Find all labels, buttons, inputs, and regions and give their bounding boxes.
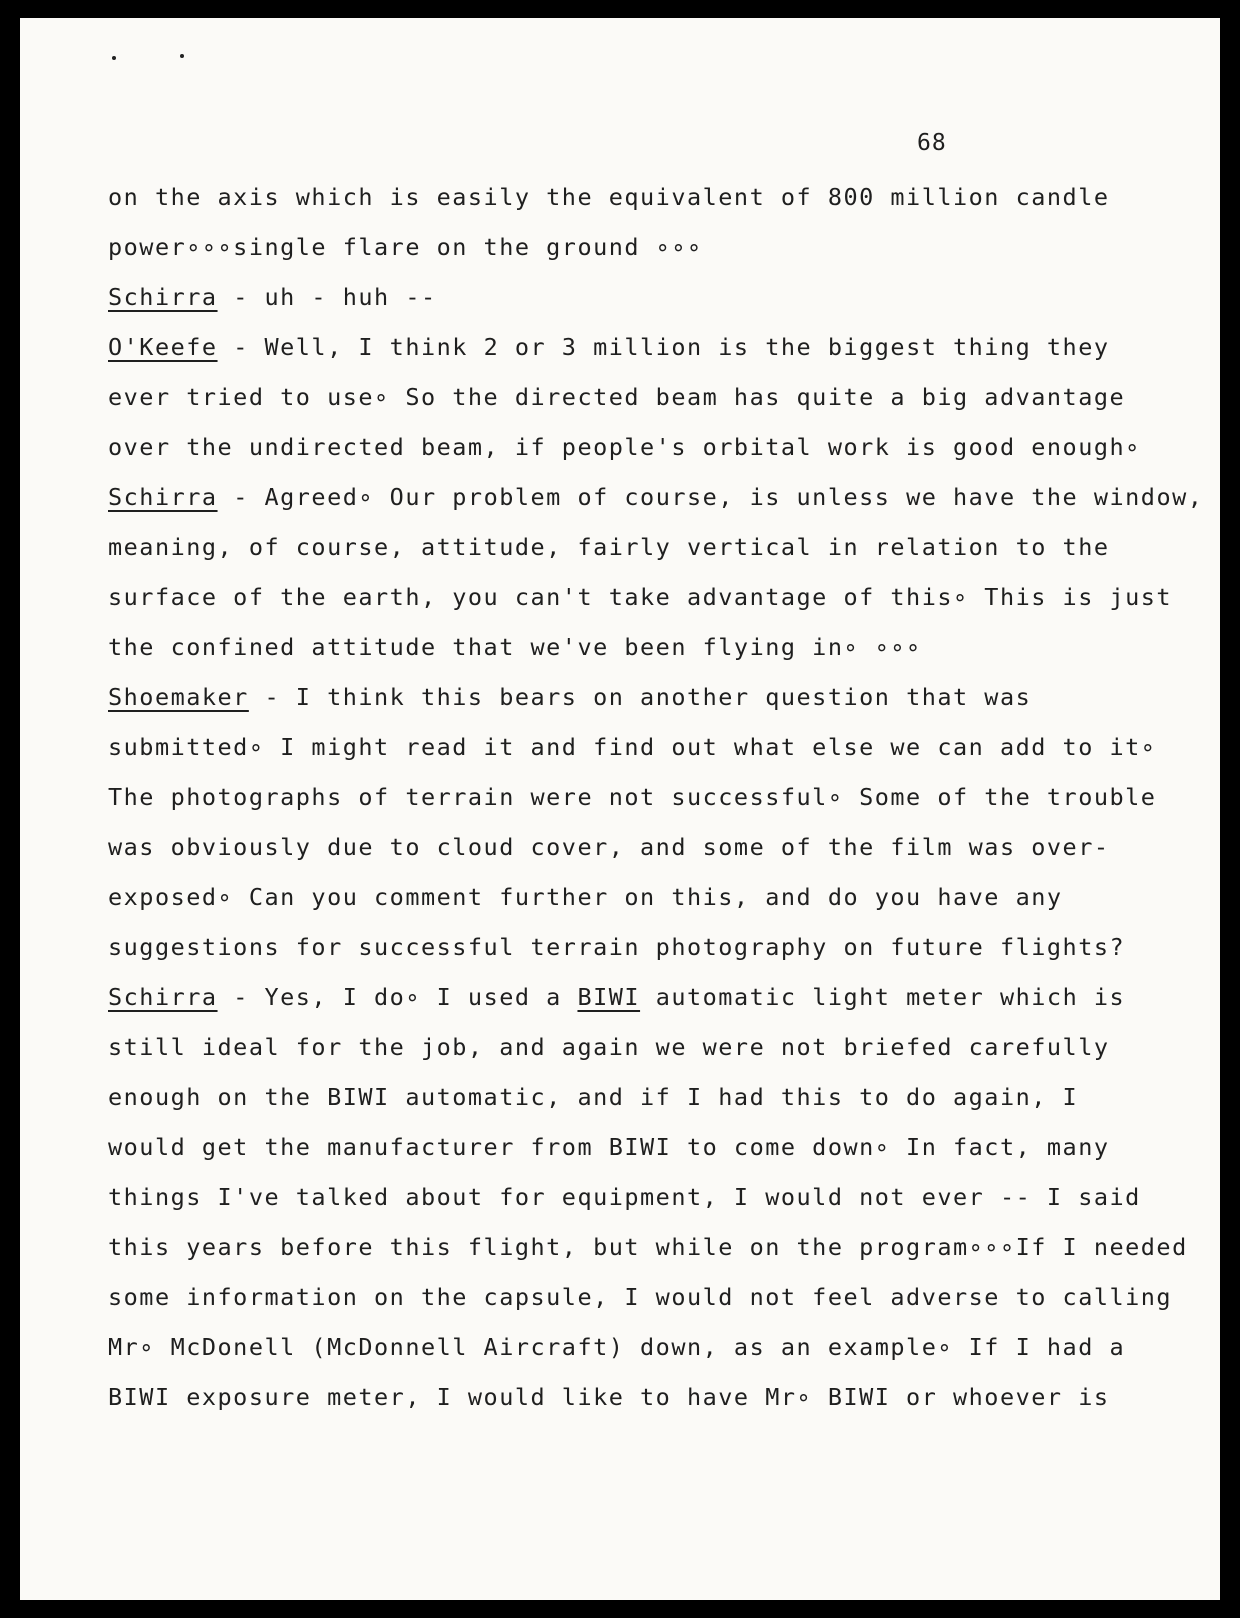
text-line: this years before this flight, but while on the program∘∘∘If I needed — [108, 1233, 1188, 1261]
margin-mark — [112, 56, 116, 60]
page-number: 68 — [917, 130, 947, 156]
speaker-name: Schirra — [108, 283, 218, 311]
transcript-body — [108, 172, 1204, 1422]
text-line — [108, 472, 1204, 522]
text-line: enough on the BIWI automatic, and if I had this to do again, I — [108, 1083, 1079, 1111]
text-line — [108, 322, 1178, 372]
text-line: the confined attitude that we've been flying in∘ ∘∘∘ — [108, 633, 922, 661]
text-line: power∘∘∘single flare on the ground ∘∘∘ — [108, 233, 703, 261]
line-text: automatic light meter which is — [640, 983, 1126, 1011]
underlined-term: BIWI — [577, 983, 641, 1011]
speaker-name: Schirra — [108, 983, 218, 1011]
line-text: - Yes, I do∘ I used a — [217, 983, 578, 1011]
text-line: exposed∘ Can you comment further on this, and do you have any — [108, 883, 1063, 911]
line-text: - uh - huh -- — [217, 283, 437, 311]
text-line: over the undirected beam, if people's orbital work is good enough∘ — [108, 433, 1141, 461]
line-text: - Agreed∘ Our problem of course, is unless we have the window, — [217, 483, 1204, 511]
text-line: still ideal for the job, and again we were not briefed carefully — [108, 1033, 1110, 1061]
text-line: on the axis which is easily the equivalent of 800 million candle — [108, 183, 1110, 211]
text-line — [108, 272, 1178, 322]
speaker-name: Shoemaker — [108, 683, 249, 711]
text-line: some information on the capsule, I would not feel adverse to calling — [108, 1283, 1173, 1311]
margin-mark — [180, 54, 184, 58]
text-line: ever tried to use∘ So the directed beam has quite a big advantage — [108, 383, 1126, 411]
text-line: suggestions for successful terrain photography on future flights? — [108, 933, 1126, 961]
text-line: Mr∘ McDonell (McDonnell Aircraft) down, as an example∘ If I had a — [108, 1333, 1126, 1361]
text-line: was obviously due to cloud cover, and some of the film was over- — [108, 833, 1110, 861]
text-line: The photographs of terrain were not successful∘ Some of the trouble — [108, 783, 1157, 811]
text-line — [108, 672, 1178, 722]
text-line: meaning, of course, attitude, fairly vertical in relation to the — [108, 533, 1110, 561]
speaker-name: Schirra — [108, 483, 218, 511]
text-line: things I've talked about for equipment, I would not ever -- I said — [108, 1183, 1141, 1211]
line-text: - Well, I think 2 or 3 million is the biggest thing they — [217, 333, 1110, 361]
text-line: submitted∘ I might read it and find out what else we can add to it∘ — [108, 733, 1157, 761]
text-line: would get the manufacturer from BIWI to come down∘ In fact, many — [108, 1133, 1110, 1161]
text-line: BIWI exposure meter, I would like to have Mr∘ BIWI or whoever is — [108, 1383, 1110, 1411]
line-text: - I think this bears on another question that was — [248, 683, 1032, 711]
text-line — [108, 972, 1178, 1022]
text-line: surface of the earth, you can't take advantage of this∘ This is just — [108, 583, 1173, 611]
speaker-name: O'Keefe — [108, 333, 218, 361]
